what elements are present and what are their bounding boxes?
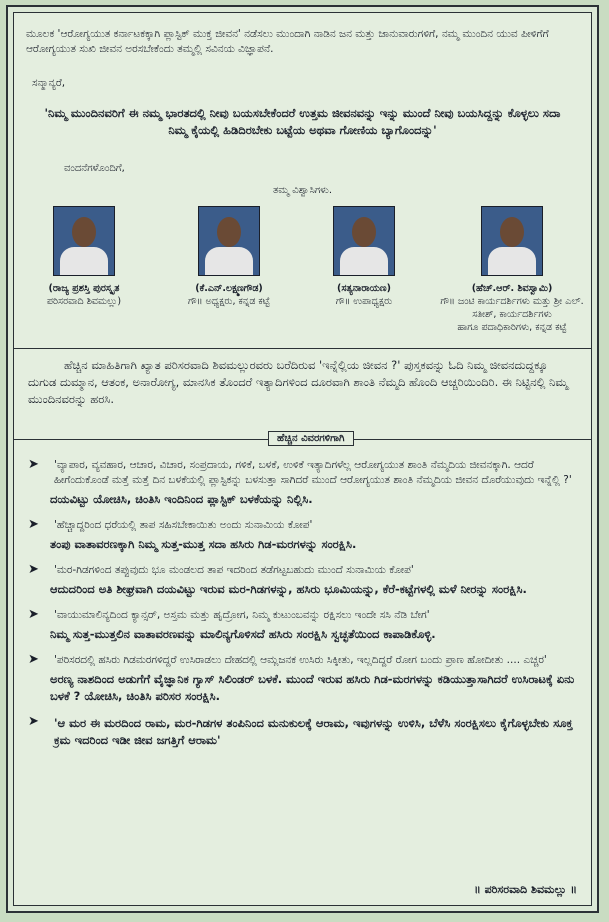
person-card bbox=[432, 206, 592, 334]
person-card bbox=[304, 206, 424, 308]
person-role: ಗೌ॥ ಉಪಾಧ್ಯಕ್ಷರು bbox=[335, 296, 393, 307]
item-quote: 'ವ್ಯಾಪಾರ, ವ್ಯವಹಾರ, ಆಚಾರ, ವಿಚಾರ, ಸಂಪ್ರದಾಯ, ಗಳಿಕೆ, ಬಳಕೆ, ಉಳಿಕೆ ಇತ್ಯಾದಿಗಳೆಲ್ಲ ಆರೋಗ್ಯಯುತ ಶಾಂತಿ ನೆಮ್ಮದಿಯ ಜೀವನಕ್ಕಾಗಿ. ಆದರೆ ಹೀಗೆಂದುಕೊಂಡೆ ಮತ್ತೆ ಮತ್ತೆ ದಿನ ಬಳಕೆಯಲ್ಲಿ ಪ್ಲಾಸ್ಟಿಕನ್ನು ಬಳಸುತ್ತಾ ಸಾಗಿದರೆ ಮುಂದೆ ಆರೋಗ್ಯಯುತ ಶಾಂತಿ ನೆಮ್ಮದಿಯ ಜೀವನ ದೊರೆಯುವುದು ಇನ್ನೆಲ್ಲಿ ?' bbox=[54, 459, 572, 486]
signature: ॥ ಪರಿಸರವಾದಿ ಶಿವಮಲ್ಲು ॥ bbox=[474, 883, 577, 896]
list-item bbox=[24, 653, 581, 705]
person-name: (ಸತ್ಯನಾರಾಯಣ) bbox=[337, 283, 391, 294]
person-photo bbox=[198, 206, 260, 276]
item-advice: ನಿಮ್ಮ ಸುತ್ತ-ಮುತ್ತಲಿನ ವಾತಾವರಣವನ್ನು ಮಾಲಿನ್ಯಗೊಳಿಸದೆ ಹಸಿರು ಸಂರಕ್ಷಿಸಿ ಸ್ವಚ್ಛತೆಯಿಂದ ಕಾಪಾಡಿಕೊಳ್ಳಿ. bbox=[50, 627, 436, 641]
info-paragraph: ಹೆಚ್ಚಿನ ಮಾಹಿತಿಗಾಗಿ ಖ್ಯಾತ ಪರಿಸರವಾದಿ ಶಿವಮಲ್ಲುರವರು ಬರೆದಿರುವ 'ಇನ್ನೆಲ್ಲಿಯ ಜೀವನ ?' ಪುಸ್ತಕವನ್ನು ಓದಿ ನಿಮ್ಮ ಜೀವನದುದ್ದಕ್ಕೂ ದುಗುಡ ದುಮ್ಮಾನ, ಆತಂಕ, ಅನಾರೋಗ್ಯ, ಮಾನಸಿಕ ತೊಂದರೆ ಇತ್ಯಾದಿಗಳಿಂದ ದೂರವಾಗಿ ಶಾಂತಿ ನೆಮ್ಮದಿ ಹೊಂದಿ ಆಚ್ಚರಿಯಿಂದಿರಿ. ಈ ನಿಟ್ಟಿನಲ್ಲಿ ನಿಮ್ಮ ಮುಂದಿನವರನ್ನು ಹರಸಿ. bbox=[28, 358, 568, 406]
arrow-bullet-icon: ➤ bbox=[28, 562, 39, 577]
divider bbox=[14, 348, 591, 349]
arrow-bullet-icon: ➤ bbox=[28, 517, 39, 532]
list-item bbox=[24, 608, 581, 643]
item-quote: 'ಹೆಚ್ಚಾದ್ದರಿಂದ ಧರೆಯಲ್ಲಿ ತಾಪ ಸಹಿಸಬೇಕಾಯಿತು ಅಂದು ಸುನಾಮಿಯ ಕೋಪ' bbox=[54, 519, 313, 531]
salutation: ಸನ್ಮಾನ್ಯರೆ, bbox=[32, 77, 66, 89]
person-photo bbox=[53, 206, 115, 276]
people-row bbox=[14, 206, 591, 346]
list-item bbox=[24, 518, 581, 553]
arrow-bullet-icon: ➤ bbox=[28, 457, 39, 472]
person-role-extra: ಹಾಗೂ ಪದಾಧಿಕಾರಿಗಳು, ಕನ್ನಡ ಕಟ್ಟೆ bbox=[457, 322, 567, 333]
person-name: (ಹೆಚ್.ಆರ್. ಶಿವಸ್ವಾಮಿ) bbox=[471, 283, 553, 294]
person-role: ಪರಿಸರವಾದಿ ಶಿವಮಲ್ಲು) bbox=[46, 296, 122, 307]
arrow-bullet-icon: ➤ bbox=[28, 652, 39, 667]
list-item bbox=[24, 458, 581, 508]
person-role: ಗೌ॥ ಅಧ್ಯಕ್ಷರು, ಕನ್ನಡ ಕಟ್ಟೆ bbox=[188, 296, 270, 307]
item-advice: ತಂಪು ವಾತಾವರಣಕ್ಕಾಗಿ ನಿಮ್ಮ ಸುತ್ತ-ಮುತ್ತ ಸದಾ ಹಸಿರು ಗಿಡ-ಮರಗಳನ್ನು ಸಂರಕ್ಷಿಸಿ. bbox=[50, 537, 357, 551]
arrow-bullet-icon: ➤ bbox=[28, 607, 39, 622]
person-card bbox=[24, 206, 144, 308]
person-photo bbox=[333, 206, 395, 276]
list-item bbox=[24, 563, 581, 598]
arrow-bullet-icon: ➤ bbox=[28, 714, 39, 729]
item-advice: ಆದುದರಿಂದ ಅತಿ ಶೀಘ್ರವಾಗಿ ದಯವಿಟ್ಟು ಇರುವ ಮರ-ಗಿಡಗಳನ್ನು, ಹಸಿರು ಭೂಮಿಯನ್ನು, ಕೆರೆ-ಕಟ್ಟೆಗಳಲ್ಲಿ ಮಳೆ ನೀರನ್ನು ಸಂರಕ್ಷಿಸಿ. bbox=[50, 582, 527, 596]
item-quote: 'ಪರಿಸರದಲ್ಲಿ ಹಸಿರು ಗಿಡಮರಗಳಿದ್ದರೆ ಉಸಿರಾಡಲು ದೇಹದಲ್ಲಿ ಆಮ್ಲಜನಕ ಉಸಿರು ಸಿಕ್ಕೀತು, ಇಲ್ಲದಿದ್ದರೆ ರೋಗ ಬಂದು ಪ್ರಾಣ ಹೋದೀತು .... ಎಚ್ಚರ' bbox=[54, 654, 547, 666]
person-role: ಗೌ॥ ಜಂಟಿ ಕಾರ್ಯದರ್ಶಿಗಳು ಮತ್ತು ಶ್ರೀ ಎಲ್. ಸತೀಶ್, ಕಾರ್ಯದರ್ಶಿಗಳು bbox=[440, 296, 584, 320]
yours-faithfully: ತಮ್ಮ ವಿಶ್ವಾಸಿಗಳು. bbox=[272, 185, 333, 196]
person-name: (ಕೆ.ಎನ್.ಲಕ್ಷ್ಮಣಗೌಡ) bbox=[195, 283, 263, 294]
intro-text: ಮೂಲಕ 'ಆರೋಗ್ಯಯುತ ಕರ್ನಾಟಕಕ್ಕಾಗಿ ಪ್ಲಾಸ್ಟಿಕ್ ಮುಕ್ತ ಜೀವನ' ನಡೆಸಲು ಮುಂದಾಗಿ ನಾಡಿನ ಜನ ಮತ್ತು ಜಾನುವಾರುಗಳಿಗೆ, ನಮ್ಮ ಮುಂದಿನ ಯುವ ಪೀಳಿಗೆಗೆ ಆರೋಗ್ಯಯುತ ಸುಖಿ ಜೀವನ ಅರಸಬೇಕೆಂದು ತಮ್ಮಲ್ಲಿ ಸವಿನಯ ವಿಜ್ಞಾಪನೆ. bbox=[26, 28, 549, 55]
list-item bbox=[24, 715, 581, 749]
section-badge: ಹೆಚ್ಚಿನ ವಿವರಗಳಿಗಾಗಿ bbox=[268, 431, 354, 446]
main-quote: 'ನಿಮ್ಮ ಮುಂದಿನವರಿಗೆ ಈ ನಮ್ಮ ಭಾರತದಲ್ಲಿ ನೀವು ಬಯಸಬೇಕೆಂದರೆ ಉತ್ತಮ ಜೀವನವನ್ನು ಇನ್ನು ಮುಂದೆ ನೀವು ಬಯಸಿದ್ದನ್ನು ಕೊಳ್ಳಲು ಸದಾ ನಿಮ್ಮ ಕೈಯಲ್ಲಿ ಹಿಡಿದಿರಬೇಕು ಬಟ್ಟೆಯ ಅಥವಾ ಗೋಣಿಯ ಬ್ಯಾಗೊಂದನ್ನು' bbox=[44, 106, 561, 137]
item-advice: ಅರಣ್ಯ ನಾಶದಿಂದ ಅಡುಗೆಗೆ ವೈಜ್ಞಾನಿಕ ಗ್ಯಾಸ್ ಸಿಲಿಂಡರ್ ಬಳಕೆ. ಮುಂದೆ ಇರುವ ಹಸಿರು ಗಿಡ-ಮರಗಳನ್ನು ಕಡಿಯುತ್ತಾಸಾಗಿದರೆ ಉಸಿರಾಟಕ್ಕೆ ಏನು ಬಳಕೆ ? ಯೋಚಿಸಿ, ಚಿಂತಿಸಿ ಪರಿಸರ ಸಂರಕ್ಷಿಸಿ. bbox=[50, 672, 575, 703]
item-quote: 'ಮರ-ಗಿಡಗಳಿಂದ ತಪ್ಪುವುದು ಭೂ ಮಂಡಲದ ತಾಪ ಇದರಿಂದ ತಡೆಗಟ್ಟಬಹುದು ಮುಂದೆ ಸುನಾಮಿಯ ಕೋಪ' bbox=[54, 564, 414, 576]
item-advice: 'ಆ ಮರ ಈ ಮರದಿಂದ ರಾಮ, ಮರ-ಗಿಡಗಳ ತಂಪಿನಿಂದ ಮನುಕುಲಕ್ಕೆ ಆರಾಮ, ಇವುಗಳನ್ನು ಉಳಿಸಿ, ಬೆಳೆಸಿ ಸಂರಕ್ಷಿಸಲು ಕೈಗೊಳ್ಳಬೇಕು ಸೂಕ್ತ ಕ್ರಮ ಇದರಿಂದ ಇಡೀ ಜೀವ ಜಗತ್ತಿಗೆ ಆರಾಮ' bbox=[54, 716, 573, 747]
person-photo bbox=[481, 206, 543, 276]
item-advice: ದಯವಿಟ್ಟು ಯೋಚಿಸಿ, ಚಿಂತಿಸಿ ಇಂದಿನಿಂದ ಪ್ಲಾಸ್ಟಿಕ್ ಬಳಕೆಯನ್ನು ನಿಲ್ಲಿಸಿ. bbox=[50, 492, 313, 506]
person-card bbox=[164, 206, 294, 308]
person-name: (ರಾಜ್ಯ ಪ್ರಶಸ್ತಿ ಪುರಸ್ಕೃತ bbox=[48, 283, 120, 294]
greeting: ವಂದನೆಗಳೊಂದಿಗೆ, bbox=[64, 163, 125, 174]
bullet-list bbox=[24, 458, 581, 759]
document-body bbox=[13, 12, 592, 906]
item-quote: 'ವಾಯುಮಾಲಿನ್ಯದಿಂದ ಕ್ಯಾನ್ಸರ್, ಅಸ್ತಮ ಮತ್ತು ಹೃದ್ರೋಗ, ನಿಮ್ಮ ಕುಟುಂಬವನ್ನು ರಕ್ಷಿಸಲು ಇಂದೇ ಸಸಿ ನೆಡಿ ಬೇಗ' bbox=[54, 609, 430, 621]
page-frame bbox=[6, 5, 599, 913]
